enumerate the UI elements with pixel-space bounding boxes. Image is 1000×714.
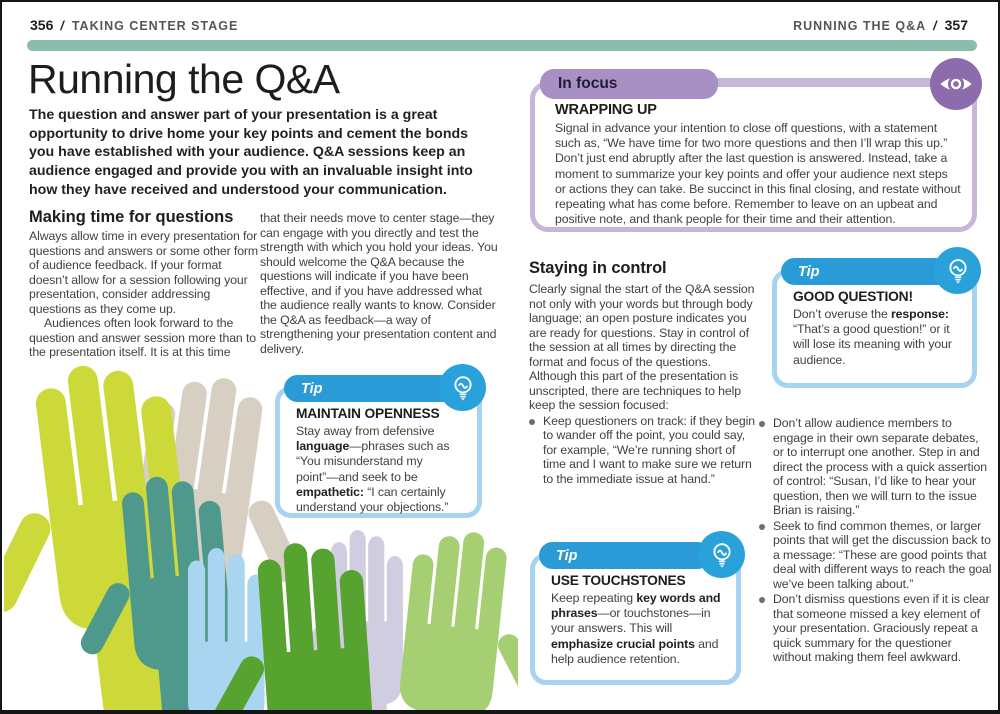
- bullet-item: [759, 592, 992, 665]
- bullet-item: [529, 414, 758, 487]
- bullet-dot: [529, 419, 535, 425]
- eye-icon: [930, 58, 982, 110]
- page-number-right: 357: [944, 17, 968, 33]
- staying-in-control-column: [529, 259, 758, 487]
- page-number-left: 356: [30, 17, 54, 33]
- chapter-title-left: TAKING CENTER STAGE: [71, 19, 239, 33]
- bullet-item: [759, 519, 992, 592]
- paragraph: Always allow time in every presentation for questions and answers or some other form of audience feedback. If your format doesn’t allow for a session following your presentation, consider addressing questions as they come up.: [29, 229, 259, 316]
- in-focus-connector: [715, 78, 938, 87]
- header-rule-bar: [27, 40, 977, 51]
- paragraph: Audiences often look forward to the question and answer session more than to the presentation itself. It is at this time: [29, 316, 257, 359]
- in-focus-pill: In focus: [540, 69, 718, 99]
- tip-pill: Tip: [539, 542, 711, 569]
- page-title: Running the Q&A: [28, 56, 340, 102]
- lightbulb-icon: [698, 531, 745, 578]
- raised-hands-illustration: [4, 364, 518, 712]
- bullet-text: Don’t allow audience members to engage in their own separate debates, or to interrupt one another. Step in and direct the process with a quick assertion of control: “Susan, I’d like to hear your question, then we will turn to the issue Brian is raising.”: [773, 416, 987, 517]
- bullet-item: [759, 416, 992, 518]
- page-header-right: [793, 17, 968, 33]
- header-separator: /: [933, 19, 938, 33]
- tip-body: Keep repeating key words and phrases—or touchstones—in your answers. This will emphasize crucial points and help audience retention.: [551, 591, 721, 666]
- tip-title: USE TOUCHSTONES: [551, 573, 686, 588]
- tip-body: Stay away from defensive language—phrases such as “You misunderstand my point”—and seek to be empathetic: “I can certainly understand your objections.”: [296, 424, 450, 515]
- paragraph: Clearly signal the start of the Q&A session not only with your words but through body language; an open posture indicates you are ready for questions. Stay in control of the session at all times by directing the format and focus of the questions. Although this part of the presentation is unscripted, there are techniques to help keep the session focused:: [529, 282, 755, 413]
- tip-pill: Tip: [781, 258, 953, 285]
- section-heading-staying: Staying in control: [529, 259, 667, 277]
- bullet-dot: [759, 597, 765, 603]
- tip-title: GOOD QUESTION!: [793, 289, 913, 304]
- tip-body: Don’t overuse the response: “That’s a good question!” or it will lose its meaning with your audience.: [793, 307, 952, 367]
- making-time-column-2: that their needs move to center stage—they can engage with you directly and test the strength with which you hold your ideas. You should welcome the Q&A because the questions will indicate if you have been effective, and if you have addressed what the audience really wants to know. Consider the Q&A as feedback—a way of strengthening your presentation content and delivery.: [260, 211, 498, 356]
- tip-pill: Tip: [284, 375, 456, 402]
- bullet-dot: [759, 524, 765, 530]
- tip-box-use-touchstones: [530, 547, 741, 685]
- lightbulb-icon: [439, 364, 486, 411]
- bullet-text: Keep questioners on track: if they begin to wander off the point, you could say, for example, “We’re running short of time and I want to make sure we return to the immediate issue at hand.”: [543, 413, 756, 486]
- lightbulb-icon: [934, 247, 981, 294]
- tip-box-good-question: [772, 263, 977, 388]
- bullet-dot: [759, 421, 765, 427]
- in-focus-body: Signal in advance your intention to close off questions, with a statement such as, “We have time for two more questions and then I’ll wrap this up.” Don’t just end abruptly after the last question is answered. Instead, take a moment to summarize your key points and offer your audience next steps or actions they can take. Be succinct in this final closing, and restate without repeating what has come before. Remember to leave on an upbeat and positive note, and thank people for their time and their attention.: [555, 121, 961, 227]
- tip-title: MAINTAIN OPENNESS: [296, 406, 440, 421]
- bullet-text: Seek to find common themes, or larger points that will get the discussion back to a message: “These are good points that deal with different ways to reach the goal we’ve been talking about.”: [773, 518, 992, 591]
- bullet-text: Don’t dismiss questions even if it is clear that someone missed a key element of your presentation. Graciously repeat a quick summary for the questioner without making them feel awkward.: [773, 592, 990, 664]
- making-time-column-1: [29, 229, 261, 360]
- header-separator: /: [60, 19, 65, 33]
- right-bullet-column: [759, 416, 992, 666]
- section-heading-making-time: Making time for questions: [29, 208, 234, 226]
- intro-paragraph: The question and answer part of your presentation is a great opportunity to drive home your key points and cement the bonds you have established with your audience. Q&A sessions keep an audience engaged and provide you with an invaluable insight into how they have received and understood your communication.: [29, 107, 473, 198]
- raised-hand-light-green: [383, 526, 518, 712]
- in-focus-title: WRAPPING UP: [555, 102, 657, 118]
- page-header-left: [30, 17, 238, 33]
- section-title-right: RUNNING THE Q&A: [793, 19, 927, 33]
- in-focus-box: [530, 75, 977, 232]
